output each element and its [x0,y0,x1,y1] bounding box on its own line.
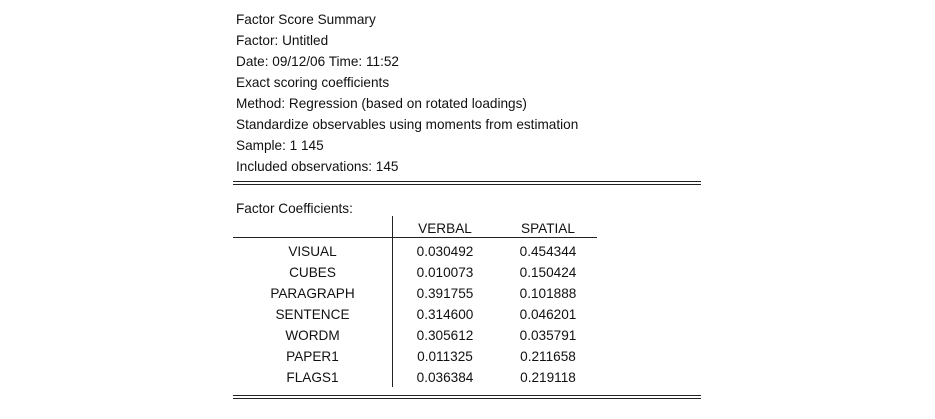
table-row [233,325,597,346]
verbal-value: 0.030492 [416,244,474,259]
column-header-rule [233,237,597,238]
table-title: Factor Coefficients: [236,201,353,216]
verbal-value: 0.011325 [417,349,473,364]
spatial-value: 0.035791 [519,328,577,343]
row-label: FLAGS1 [286,370,339,385]
table-row [233,283,597,304]
column-header-verbal: VERBAL [418,221,472,236]
verbal-value: 0.305612 [416,328,474,343]
verbal-value: 0.314600 [416,307,474,322]
header-line-factor: Factor: Untitled [236,33,329,48]
verbal-value: 0.391755 [416,286,474,301]
verbal-value: 0.036384 [416,370,474,385]
spatial-value: 0.454344 [519,244,577,259]
table-row [233,262,597,283]
header-line-date: Date: 09/12/06 Time: 11:52 [236,54,399,69]
row-label: PARAGRAPH [270,286,355,301]
row-label: VISUAL [288,244,337,259]
header-line-method: Method: Regression (based on rotated loadings) [236,96,527,111]
row-label: CUBES [289,265,336,280]
header-line-title: Factor Score Summary [236,12,376,27]
header-line-scoring: Exact scoring coefficients [236,75,390,90]
spatial-value: 0.101888 [519,286,577,301]
row-label: WORDM [285,328,340,343]
header-line-sample: Sample: 1 145 [236,138,324,153]
row-label: SENTENCE [275,307,350,322]
spatial-value: 0.211658 [520,349,576,364]
coefficients-table-body [233,241,597,388]
table-row [233,367,597,388]
spatial-value: 0.046201 [519,307,577,322]
header-line-standardize: Standardize observables using moments from estimation [236,117,579,132]
column-header-spatial: SPATIAL [521,221,575,236]
spatial-value: 0.150424 [519,265,577,280]
summary-header [236,9,578,177]
header-line-observations: Included observations: 145 [236,159,399,174]
table-row [233,241,597,262]
table-row [233,346,597,367]
spatial-value: 0.219118 [520,370,576,385]
row-label: PAPER1 [286,349,339,364]
double-rule-top [233,181,701,185]
verbal-value: 0.010073 [416,265,474,280]
double-rule-bottom [233,395,701,399]
table-row [233,304,597,325]
